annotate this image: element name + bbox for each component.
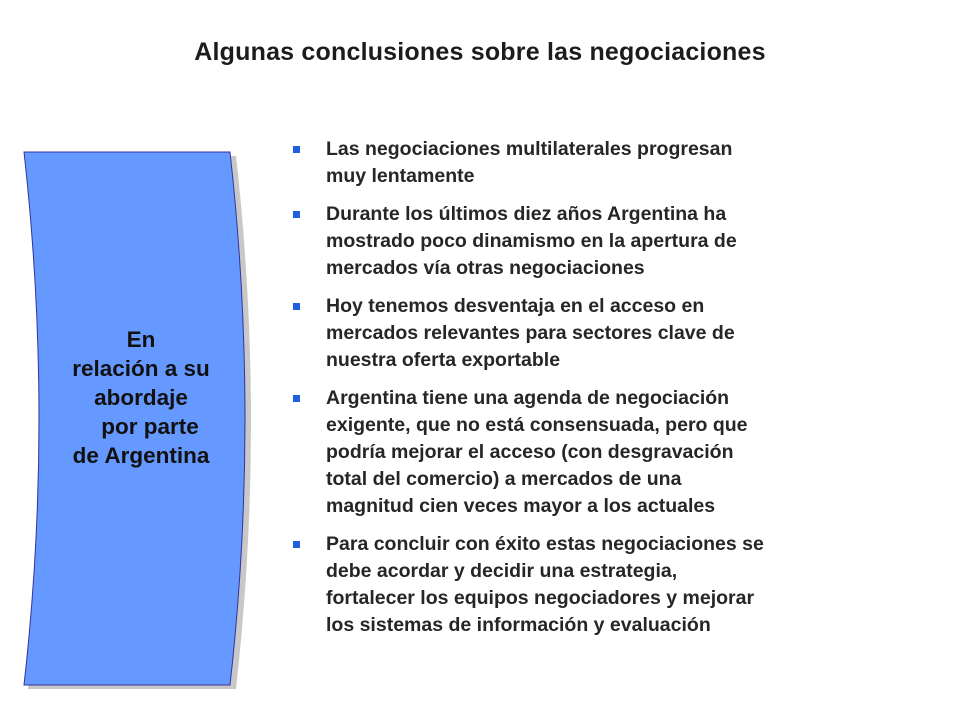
bullet-line: debe acordar y decidir una estrategia, <box>326 560 678 582</box>
bullet-list <box>290 136 930 650</box>
bullet-item <box>290 385 930 520</box>
bullet-item <box>290 201 930 282</box>
bullet-line: los sistemas de información y evaluación <box>326 614 711 636</box>
bullet-line: magnitud cien veces mayor a los actuales <box>326 495 716 517</box>
bullet-line: Hoy tenemos desventaja en el acceso en <box>326 295 705 317</box>
square-bullet-icon <box>293 303 300 310</box>
bullet-item <box>290 136 930 190</box>
bullet-text <box>326 531 930 639</box>
bullet-line: total del comercio) a mercados de una <box>326 468 682 490</box>
bullet-line: mercados relevantes para sectores clave de <box>326 322 735 344</box>
bullet-text <box>326 136 930 190</box>
chevron-label-line: En <box>126 327 156 352</box>
chevron-label-line: abordaje <box>94 385 188 410</box>
slide-title: Algunas conclusiones sobre las negociaciones <box>194 38 766 66</box>
chevron-label-line: de Argentina <box>72 443 210 468</box>
bullet-text <box>326 385 930 520</box>
square-bullet-icon <box>293 541 300 548</box>
bullet-line: fortalecer los equipos negociadores y mejorar <box>326 587 755 609</box>
chevron-label-line: relación a su <box>72 356 210 381</box>
chevron-shape <box>22 150 266 695</box>
bullet-line: exigente, que no está consensuada, pero que <box>326 414 748 436</box>
bullet-item <box>290 531 930 639</box>
chevron-label <box>30 325 252 470</box>
bullet-line: mostrado poco dinamismo en la apertura de <box>326 230 737 252</box>
bullet-line: Las negociaciones multilaterales progresan <box>326 138 733 160</box>
chevron-label-line: por parte <box>101 414 199 439</box>
bullet-text <box>326 293 930 374</box>
square-bullet-icon <box>293 211 300 218</box>
square-bullet-icon <box>293 395 300 402</box>
bullet-text <box>326 201 930 282</box>
bullet-line: Argentina tiene una agenda de negociación <box>326 387 730 409</box>
bullet-line: Durante los últimos diez años Argentina ha <box>326 203 727 225</box>
bullet-line: nuestra oferta exportable <box>326 349 561 371</box>
bullet-line: mercados vía otras negociaciones <box>326 257 645 279</box>
square-bullet-icon <box>293 146 300 153</box>
bullet-line: Para concluir con éxito estas negociaciones se <box>326 533 764 555</box>
bullet-line: podría mejorar el acceso (con desgravación <box>326 441 734 463</box>
bullet-line: muy lentamente <box>326 165 475 187</box>
bullet-item <box>290 293 930 374</box>
